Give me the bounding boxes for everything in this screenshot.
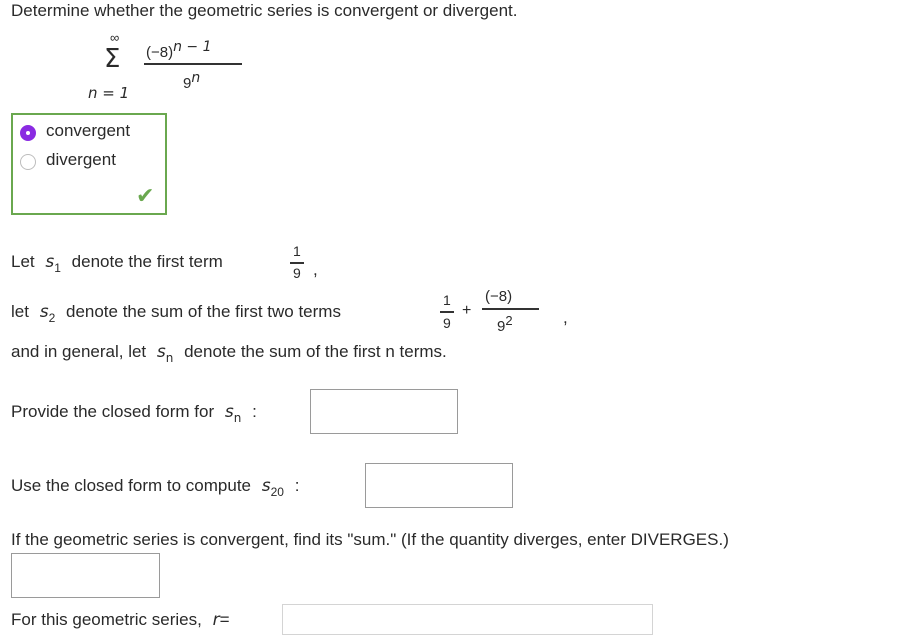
ratio-input[interactable] (282, 604, 653, 635)
ratio-var: r (212, 610, 220, 630)
s20-text: Use the closed form to compute (11, 476, 252, 495)
numerator-exponent: n − 1 (173, 39, 212, 55)
sn-text-after: denote the sum of the first n terms. (184, 342, 447, 361)
s2-line (11, 302, 341, 325)
ratio-prompt (11, 610, 230, 630)
choice-label-divergent[interactable]: divergent (46, 150, 116, 169)
s2-text-before: let (11, 302, 29, 321)
s2-frac2-den-base: 9 (497, 318, 506, 335)
s20-prompt (11, 476, 300, 499)
s2-frac2-den-exp: 2 (505, 313, 513, 328)
s2-plus: + (462, 302, 472, 319)
closed-form-prompt (11, 402, 257, 425)
numerator (146, 39, 212, 61)
correct-check-icon: ✔ (136, 184, 155, 209)
numerator-base: (−8) (146, 44, 174, 61)
s2-frac2-bar (482, 308, 539, 310)
s1-sub: 1 (54, 261, 61, 275)
s2-frac2-den (497, 313, 513, 335)
s2-punct: , (563, 308, 568, 327)
sn-text-before: and in general, let (11, 342, 147, 361)
lower-limit: n = 1 (88, 84, 130, 102)
choice-label-convergent[interactable]: convergent (46, 121, 131, 140)
sum-prompt: If the geometric series is convergent, find its "sum." (If the quantity diverges, enter DIVERGES.) (11, 530, 729, 549)
s2-frac1-den: 9 (443, 315, 451, 331)
denominator (183, 70, 200, 92)
s20-colon: : (294, 476, 300, 495)
s20-var: s (261, 476, 271, 496)
s2-frac1-num: 1 (443, 292, 451, 308)
s20-input[interactable] (365, 463, 513, 508)
s1-frac-den: 9 (293, 265, 301, 281)
closed-form-var: s (224, 402, 234, 422)
sigma-symbol: Σ (104, 44, 121, 74)
upper-limit: ∞ (110, 30, 120, 45)
denominator-base: 9 (183, 75, 192, 92)
sn-var: s (156, 342, 166, 362)
s2-sub: 2 (48, 311, 56, 325)
radio-divergent[interactable] (20, 154, 36, 170)
s1-frac-bar (290, 262, 304, 264)
closed-form-input[interactable] (310, 389, 458, 434)
denominator-exponent: n (191, 70, 201, 86)
radio-convergent[interactable] (20, 125, 36, 141)
s1-text-before: Let (11, 252, 35, 271)
s2-text-after: denote the sum of the first two terms (65, 302, 341, 321)
sn-sub: n (165, 351, 174, 365)
s1-text-after: denote the first term (71, 252, 223, 271)
s2-var: s (39, 302, 49, 322)
s1-punct: , (313, 260, 318, 279)
sn-line (11, 342, 447, 365)
closed-form-text: Provide the closed form for (11, 402, 215, 421)
closed-form-sub: n (233, 411, 242, 425)
s1-frac-num: 1 (293, 243, 301, 259)
s1-line (11, 252, 223, 275)
sum-input[interactable] (11, 553, 160, 598)
s20-sub: 20 (270, 485, 284, 499)
ratio-text: For this geometric series, (11, 610, 202, 629)
ratio-equals: = (219, 610, 230, 629)
fraction-bar (144, 63, 242, 65)
s1-var: s (45, 252, 55, 272)
question-text: Determine whether the geometric series is convergent or divergent. (11, 1, 518, 20)
s2-frac1-bar (440, 311, 454, 313)
s2-frac2-num: (−8) (485, 288, 513, 305)
closed-form-colon: : (252, 402, 257, 421)
